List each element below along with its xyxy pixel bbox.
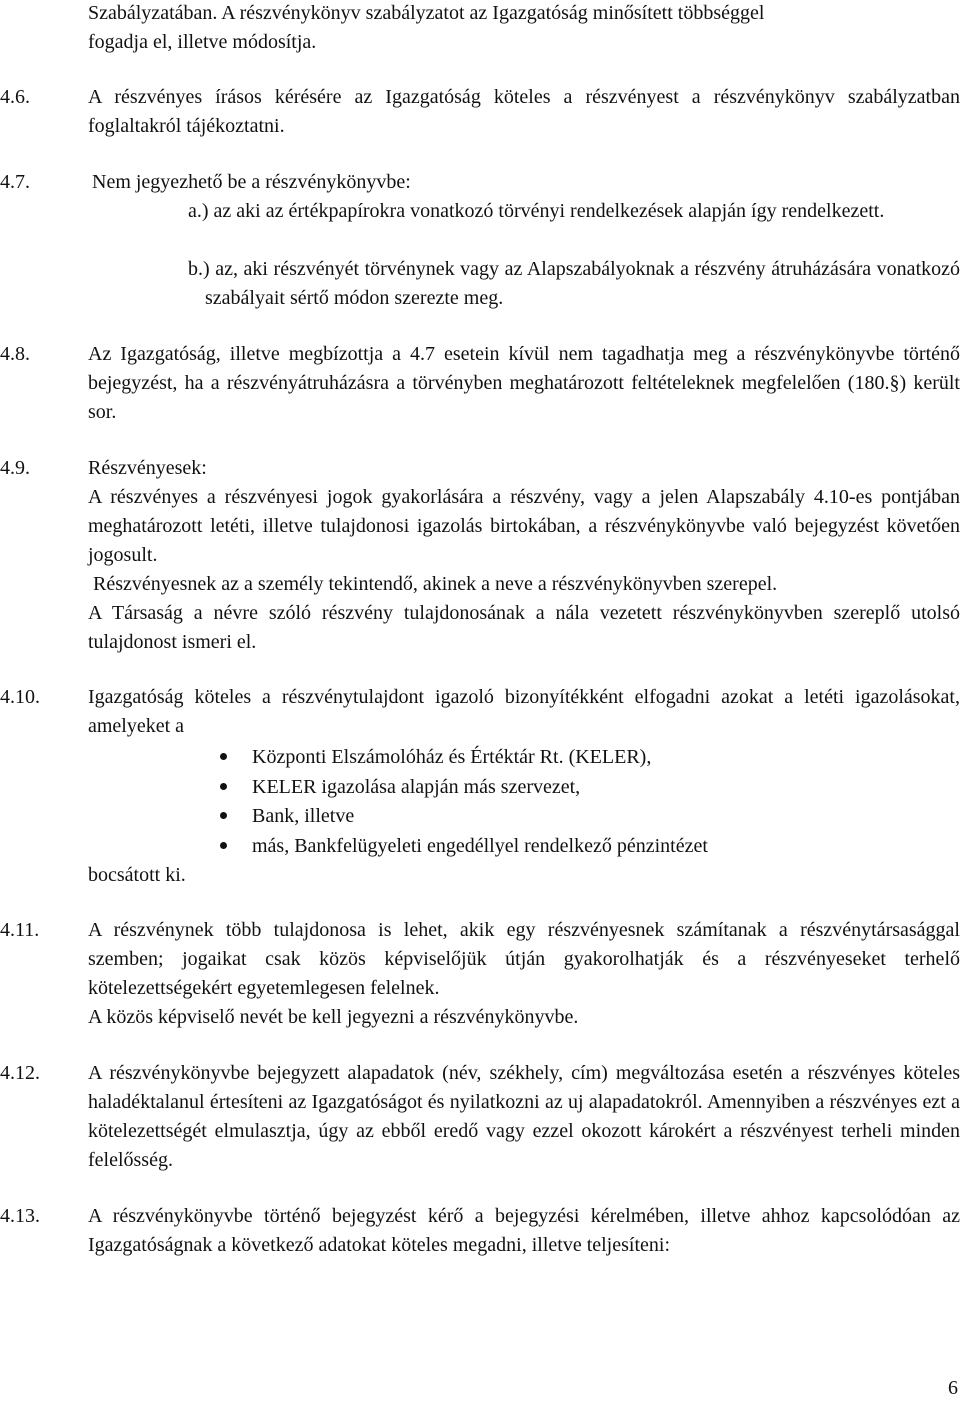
section-4-10 <box>0 683 960 890</box>
list-item: KELER igazolása alapján más szervezet, <box>220 773 960 803</box>
section-4-11 <box>0 916 960 1032</box>
section-text: A részvénynek több tulajdonosa is lehet, akik egy részvényesnek számítanak a részvénytársasággal szemben; jogaikat csak közös képviselőjük útján gyakorolhatják és a részvényeseket terhelő kötelezettségekért egyetemlegesen felelnek. <box>88 919 960 999</box>
section-outro: bocsátott ki. <box>88 864 186 886</box>
section-number: 4.8. <box>0 343 30 365</box>
section-number: 4.9. <box>0 457 30 479</box>
paragraph-2: Részvényesnek az a személy tekintendő, akinek a neve a részvénykönyvben szerepel. <box>88 573 778 595</box>
section-text: A részvénykönyvbe bejegyzett alapadatok (név, székhely, cím) megváltozása esetén a részvényes köteles haladéktalanul értesíteni az Igazgatóságot és nyilatkozni az uj alapadatokról. Amennyiben a részvényes ezt a kötelezettségét elmulasztja, úgy az ebből eredő vagy ezzel okozott károkért a részvényest terheli minden felelősség. <box>88 1062 960 1171</box>
issuer-list <box>220 743 960 861</box>
section-number: 4.11. <box>0 919 40 941</box>
section-4-8 <box>0 340 960 427</box>
section-4-12 <box>0 1059 960 1175</box>
paragraph-1: A részvényes a részvényesi jogok gyakorlására a részvény, vagy a jelen Alapszabály 4.10-es pontjában meghatározott letéti, illetve tulajdonosi igazolás birtokában, a részvénykönyvbe való bejegyzést követően jogosult. <box>88 486 960 566</box>
intro-line-1: Szabályzatában. A részvénykönyv szabályzatot az Igazgatóság minősített többséggel <box>88 2 765 24</box>
section-4-9 <box>0 454 960 657</box>
list-item: Bank, illetve <box>220 802 960 832</box>
section-text: Az Igazgatóság, illetve megbízottja a 4.7 esetein kívül nem tagadhatja meg a részvénykönyvbe történő bejegyzést, ha a részvényátruházásra a törvényben meghatározott feltételeknek megfelelően (180.§) került sor. <box>88 343 960 423</box>
section-title: Nem jegyezhető be a részvénykönyvbe: <box>92 171 411 193</box>
exclusion-item-a: a.) az aki az értékpapírokra vonatkozó törvényi rendelkezések alapján így rendelkezett. <box>188 200 885 222</box>
section-4-7 <box>0 168 960 197</box>
section-4-6 <box>0 83 960 141</box>
paragraph-3: A Társaság a névre szóló részvény tulajdonosának a nála vezetett részvénykönyvben szereplő utolsó tulajdonost ismeri el. <box>88 602 960 653</box>
section-text: Igazgatóság köteles a részvénytulajdont igazoló bizonyítékként elfogadni azokat a letéti igazolásokat, amelyeket a <box>88 686 960 737</box>
section-text-2: A közös képviselő nevét be kell jegyezni a részvénykönyvbe. <box>88 1006 579 1028</box>
section-number: 4.13. <box>0 1205 40 1227</box>
exclusion-item-b: b.) az, aki részvényét törvénynek vagy az Alapszabályoknak a részvény átruházására vonatkozó szabályait sértő módon szerezte meg. <box>188 258 960 309</box>
list-item: Központi Elszámolóház és Értéktár Rt. (KELER), <box>220 743 960 773</box>
section-text: A részvényes írásos kérésére az Igazgatóság köteles a részvényest a részvénykönyv szabályzatban foglaltakról tájékoztatni. <box>88 86 960 137</box>
intro-line-2: fogadja el, illetve módosítja. <box>88 31 317 53</box>
section-number: 4.10. <box>0 686 40 708</box>
intro-paragraph <box>88 0 960 57</box>
section-title: Részvényesek: <box>88 457 207 479</box>
section-number: 4.7. <box>0 171 30 193</box>
section-text: A részvénykönyvbe történő bejegyzést kérő a bejegyzési kérelmében, illetve ahhoz kapcsolódóan az Igazgatóságnak a következő adatokat köteles megadni, illetve teljesíteni: <box>88 1205 960 1256</box>
section-number: 4.6. <box>0 86 30 108</box>
list-item: más, Bankfelügyeleti engedéllyel rendelkező pénzintézet <box>220 832 960 862</box>
page-number: 6 <box>948 1377 958 1399</box>
section-4-13 <box>0 1202 960 1260</box>
section-number: 4.12. <box>0 1062 40 1084</box>
